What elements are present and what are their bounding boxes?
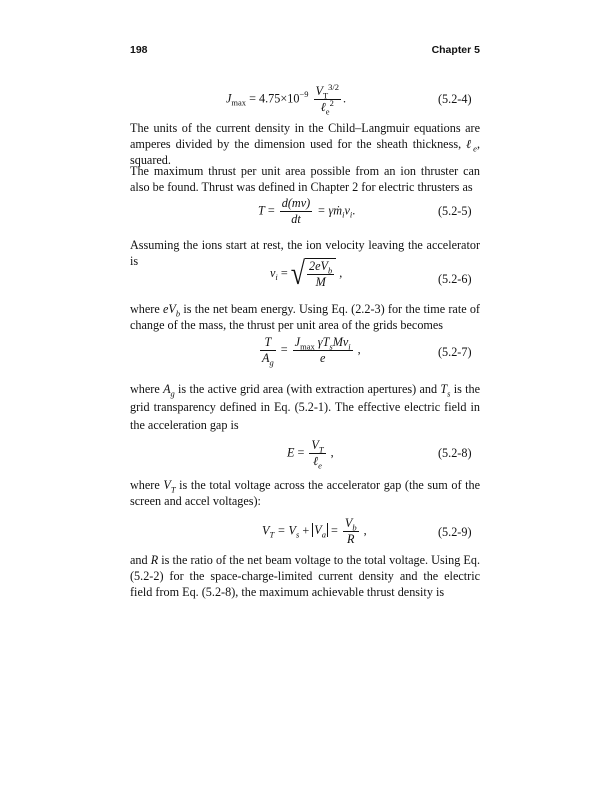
eq-denominator: dt: [291, 212, 301, 226]
eq-operator: =: [264, 203, 278, 218]
eq-fraction: [260, 335, 276, 366]
eq-term: V: [314, 523, 322, 538]
paragraph-ratio: [130, 552, 480, 600]
eq-operator: =: [327, 523, 341, 538]
inline-symbol: V: [163, 478, 171, 492]
eq-denominator: ℓ: [320, 100, 326, 114]
eq-subscript: i: [349, 209, 353, 220]
paragraph-units: [130, 120, 480, 168]
inline-symbol: eV: [163, 302, 176, 316]
chapter-title: Chapter 5: [431, 44, 480, 56]
equation-5-2-4: [226, 81, 347, 117]
para-text: , squared.: [130, 137, 480, 167]
paragraph-total-voltage: [130, 477, 480, 509]
eq-fraction: [343, 516, 359, 547]
eq-exponent: −9: [299, 89, 309, 100]
para-text: is the net beam energy. Using Eq. (2.2-3) for the time rate of change of the mass, the thrust per unit area of the grids becomes: [130, 302, 480, 332]
para-text: The units of the current density in the Child–Langmuir equations are amperes divided by the dimension used for the sheath thickness,: [130, 121, 480, 151]
eq-subscript: T: [322, 90, 329, 101]
eq-term: = V: [274, 523, 296, 538]
eq-numerator: V: [344, 516, 353, 530]
eq-punct: .: [352, 203, 356, 218]
eq-superscript: 2: [329, 97, 334, 108]
eq-subscript: b: [328, 265, 333, 276]
eq-subscript: a: [321, 529, 326, 540]
eq-fraction: [293, 335, 353, 366]
eq-subscript: max: [231, 97, 247, 108]
eq-numerator: 2eV: [309, 259, 328, 273]
equation-number: (5.2-5): [438, 204, 472, 218]
inline-subscript: T: [170, 484, 176, 495]
paragraph-thrust-intro: The maximum thrust per unit area possible from an ion thruster can also be found. Thrust was defined in Chapter 2 for electric thrusters as: [130, 164, 480, 194]
eq-numerator: Mv: [332, 335, 349, 349]
inline-symbol: R: [150, 553, 159, 567]
equation-5-2-7: [258, 335, 361, 366]
eq-fraction: [314, 81, 342, 117]
eq-rhs: = γṁ: [314, 203, 343, 218]
para-text: and: [130, 553, 151, 567]
eq-subscript: g: [269, 357, 274, 368]
inline-symbol: T: [440, 382, 448, 396]
eq-symbol: v: [270, 265, 276, 280]
inline-subscript: e: [473, 143, 477, 154]
eq-subscript: b: [352, 522, 357, 533]
eq-operator: +: [299, 523, 313, 538]
paragraph-ion-velocity: Assuming the ions start at rest, the ion velocity leaving the accelerator is: [130, 238, 480, 268]
eq-fraction: [280, 196, 312, 227]
inline-subscript: s: [447, 388, 451, 399]
eq-denominator: M: [315, 275, 326, 289]
eq-operator: =: [277, 342, 291, 357]
equation-number: (5.2-4): [438, 92, 472, 106]
eq-numerator: V: [315, 84, 323, 98]
eq-subscript: s: [329, 341, 333, 352]
paragraph-grid-area: [130, 380, 480, 434]
eq-coefficient: = 4.75×10: [246, 91, 300, 106]
inline-symbol: ℓ: [466, 137, 474, 151]
equation-number: (5.2-7): [438, 345, 472, 359]
equation-5-2-8: [287, 438, 334, 469]
eq-subscript: T: [269, 529, 275, 540]
inline-subscript: b: [175, 308, 181, 319]
para-text: is the ratio of the net beam voltage to the total voltage. Using Eq. (5.2-2) for the space-charge-limited current density and the electric field from Eq. (5.2-8), the maximum achievable thrust density is: [130, 553, 480, 599]
square-root: √ $\frac{2eV_b}{M}$: [291, 258, 336, 290]
eq-operator: =: [294, 445, 308, 460]
eq-punct: .: [343, 91, 347, 106]
eq-fraction: [309, 438, 325, 469]
eq-subscript: i: [348, 341, 351, 352]
eq-numerator: T: [264, 335, 272, 349]
eq-punct: ,: [327, 445, 334, 460]
eq-symbol: E: [287, 445, 295, 460]
equation-number: (5.2-8): [438, 446, 472, 460]
eq-superscript: 3/2: [328, 81, 340, 92]
equation-5-2-9: [262, 516, 367, 547]
page-number: 198: [130, 44, 148, 56]
eq-subscript: s: [295, 529, 300, 540]
inline-subscript: g: [170, 388, 175, 399]
eq-numerator: J: [294, 335, 301, 349]
equation-5-2-6: [270, 255, 343, 292]
equation-number: (5.2-9): [438, 525, 472, 539]
eq-operator: =: [277, 265, 291, 280]
eq-subscript: T: [318, 444, 324, 455]
equation-number: (5.2-6): [438, 272, 472, 286]
equation-5-2-5: [258, 196, 355, 227]
eq-denominator: A: [262, 351, 270, 365]
eq-symbol: V: [262, 523, 270, 538]
eq-subscript: i: [342, 209, 345, 220]
para-text: is the total voltage across the accelerator gap (the sum of the screen and accel voltages):: [130, 478, 480, 508]
paragraph-beam-energy: [130, 301, 480, 333]
eq-denominator: e: [319, 351, 326, 365]
eq-numerator: d(mv): [281, 196, 311, 210]
inline-symbol: A: [163, 382, 171, 396]
eq-rhs: v: [344, 203, 350, 218]
para-text: is the grid transparency defined in Eq. (5.2-1). The effective electric field in the acceleration gap is: [130, 382, 480, 432]
eq-denominator: ℓ: [313, 454, 319, 468]
eq-punct: ,: [354, 342, 361, 357]
eq-subscript: e: [318, 460, 322, 471]
eq-numerator: γT: [314, 335, 330, 349]
eq-subscript: max: [300, 341, 315, 352]
eq-symbol: T: [258, 203, 265, 218]
eq-numerator: V: [311, 438, 319, 452]
eq-subscript: e: [325, 106, 330, 117]
para-text: where: [130, 478, 164, 492]
eq-denominator: R: [347, 532, 355, 546]
eq-subscript: i: [275, 272, 278, 283]
para-text: where: [130, 302, 164, 316]
eq-punct: ,: [360, 523, 367, 538]
eq-punct: ,: [336, 265, 343, 280]
para-text: is the active grid area (with extraction apertures) and: [174, 382, 441, 396]
absolute-value: [312, 523, 328, 540]
eq-symbol: J: [226, 91, 232, 106]
para-text: where: [130, 382, 164, 396]
